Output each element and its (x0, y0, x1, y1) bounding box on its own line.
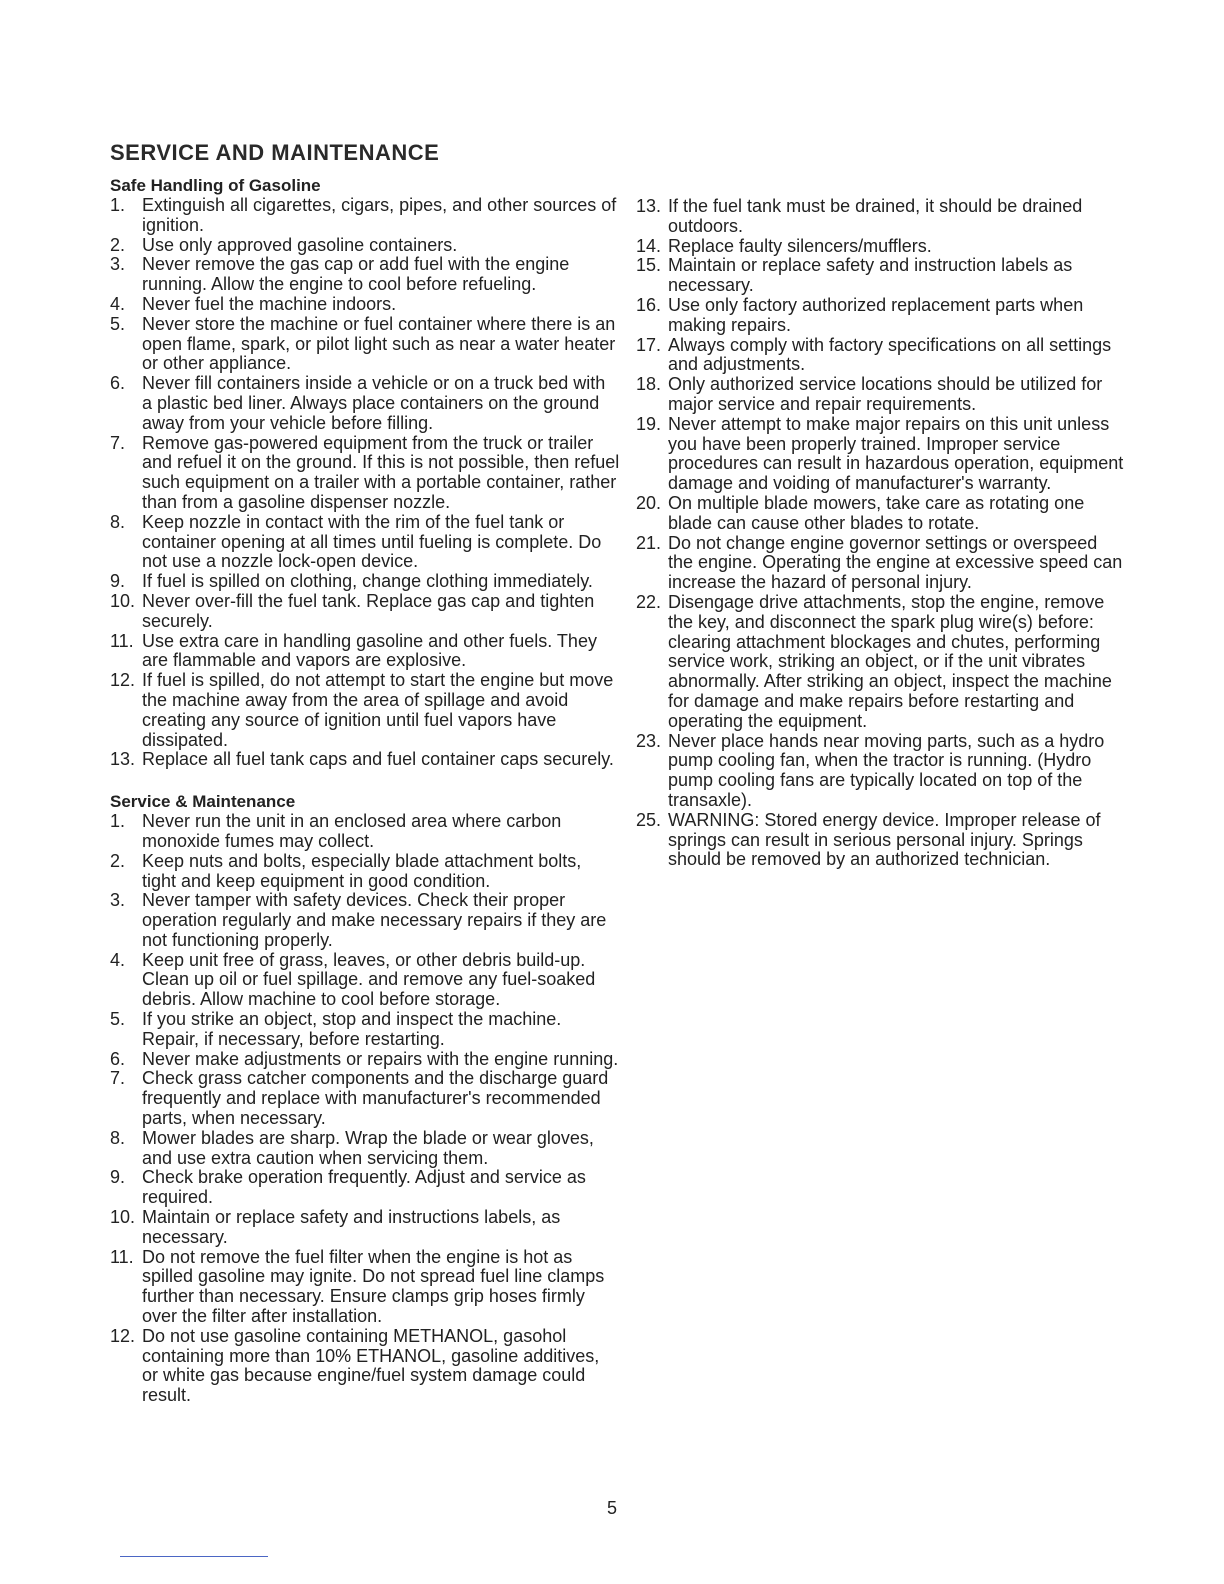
item-text: Maintain or replace safety and instruction labels as necessary. (668, 255, 1073, 296)
item-number: 9. (110, 1167, 126, 1188)
item-text: Never fill containers inside a vehicle or on a truck bed with a plastic bed liner. Always place containers on the ground away from your vehicle before filling. (142, 373, 606, 433)
list-item (636, 197, 1126, 237)
item-text: Remove gas-powered equipment from the truck or trailer and refuel it on the ground. If this is not possible, then refuel such equipment on a trailer with a portable container, rather than from a gasoline dispenser nozzle. (142, 432, 620, 512)
list-item (110, 374, 620, 433)
item-number: 2. (110, 850, 126, 871)
item-number: 7. (110, 1068, 126, 1089)
right-column (636, 197, 1126, 870)
list-item (636, 237, 1126, 257)
item-text: Never make adjustments or repairs with the engine running. (142, 1048, 619, 1069)
item-number: 9. (110, 571, 126, 592)
item-number: 23. (636, 730, 662, 751)
list-item (110, 1010, 620, 1050)
item-text: Do not remove the fuel filter when the engine is hot as spilled gasoline may ignite. Do not spread fuel line clamps further than necessary. Ensure clamps grip hoses firmly over the filter after installation. (142, 1246, 605, 1327)
list-item (110, 750, 620, 770)
item-text: Mower blades are sharp. Wrap the blade or wear gloves, and use extra caution when servicing them. (142, 1127, 594, 1168)
item-text: Maintain or replace safety and instructions labels, as necessary. (142, 1207, 561, 1247)
list-item (110, 592, 620, 632)
list-item (110, 1168, 620, 1208)
list-item (110, 315, 620, 374)
list-item (636, 534, 1126, 593)
item-text: Never place hands near moving parts, such as a hydro pump cooling fan, when the tractor is running. (Hydro pump cooling fans are typically located on top of the transaxle). (668, 730, 1105, 810)
list-item (110, 891, 620, 950)
list-item (636, 256, 1126, 296)
item-number: 11. (110, 1246, 134, 1267)
item-number: 19. (636, 413, 662, 434)
item-number: 13. (636, 196, 662, 216)
list-item (110, 572, 620, 592)
service-maintenance-list-part-1 (110, 812, 620, 1406)
item-number: 25. (636, 809, 662, 830)
list-item (110, 1129, 620, 1169)
service-maintenance-list-part-2 (636, 197, 1126, 870)
list-item (110, 1208, 620, 1248)
item-number: 12. (110, 670, 136, 691)
item-text: Do not use gasoline containing METHANOL, gasohol containing more than 10% ETHANOL, gasoline additives, or white gas because engine/fuel system damage could result. (142, 1325, 600, 1406)
item-number: 10. (110, 1207, 136, 1228)
item-text: WARNING: Stored energy device. Improper release of springs can result in serious personal injury. Springs should be removed by an authorized technician. (668, 809, 1101, 870)
item-text: Use extra care in handling gasoline and other fuels. They are flammable and vapors are explosive. (142, 630, 597, 671)
item-number: 3. (110, 890, 126, 911)
item-text: Never fuel the machine indoors. (142, 293, 397, 314)
item-number: 8. (110, 1127, 126, 1148)
item-number: 21. (636, 532, 662, 553)
item-number: 8. (110, 511, 126, 532)
list-item (636, 593, 1126, 732)
item-number: 2. (110, 234, 126, 255)
item-number: 18. (636, 374, 662, 395)
list-item (110, 1050, 620, 1070)
item-number: 3. (110, 254, 126, 275)
item-number: 4. (110, 949, 126, 970)
item-number: 11. (110, 630, 134, 651)
item-text: Never run the unit in an enclosed area where carbon monoxide fumes may collect. (142, 811, 562, 851)
left-column (110, 176, 620, 1406)
list-item (110, 1248, 620, 1327)
item-number: 16. (636, 294, 662, 315)
item-text: Use only approved gasoline containers. (142, 234, 458, 255)
item-text: Never tamper with safety devices. Check their proper operation regularly and make necessary repairs if they are not functioning properly. (142, 890, 607, 950)
item-number: 10. (110, 590, 136, 611)
page-title: SERVICE AND MAINTENANCE (110, 140, 440, 165)
item-text: Never store the machine or fuel container where there is an open flame, spark, or pilot light such as near a water heater or other appliance. (142, 313, 616, 374)
list-item (110, 1327, 620, 1406)
item-number: 12. (110, 1325, 136, 1346)
list-item (110, 434, 620, 513)
list-item (636, 732, 1126, 811)
item-text: Never attempt to make major repairs on this unit unless you have been properly trained. Improper service procedures can result in hazardous operation, equipment damage and voiding of manufacturer's warranty. (668, 413, 1124, 494)
section-heading-safe-handling: Safe Handling of Gasoline (110, 176, 321, 195)
list-item (636, 296, 1126, 336)
list-item (110, 812, 620, 852)
list-item (110, 513, 620, 572)
list-item (110, 255, 620, 295)
list-item (110, 632, 620, 672)
list-item (110, 951, 620, 1010)
list-item (110, 852, 620, 892)
item-text: Extinguish all cigarettes, cigars, pipes, and other sources of ignition. (142, 195, 617, 235)
item-text: If fuel is spilled on clothing, change clothing immediately. (142, 571, 593, 592)
page-number: 5 (606, 1498, 618, 1518)
item-text: Always comply with factory specifications on all settings and adjustments. (668, 334, 1112, 375)
item-text: Keep unit free of grass, leaves, or other debris build-up. Clean up oil or fuel spillage. and remove any fuel-soaked debris. Allow machine to cool before storage. (142, 949, 596, 1010)
item-text: Disengage drive attachments, stop the engine, remove the key, and disconnect the spark plug wire(s) before: clearing attachment blockages and chutes, performing service work, striking an object, or if the unit vibrates abnormally. After striking an object, inspect the machine for damage and make repairs before restarting and operating the equipment. (668, 591, 1112, 731)
list-item (636, 494, 1126, 534)
item-text: Only authorized service locations should be utilized for major service and repair requirements. (668, 374, 1103, 414)
list-item (110, 196, 620, 236)
item-text: If the fuel tank must be drained, it should be drained outdoors. (668, 196, 1083, 236)
list-item (636, 375, 1126, 415)
item-number: 13. (110, 749, 136, 770)
item-number: 5. (110, 1009, 126, 1030)
list-item (636, 811, 1126, 870)
item-number: 15. (636, 255, 662, 276)
item-text: If fuel is spilled, do not attempt to start the engine but move the machine away from the area of spillage and avoid creating any source of ignition until fuel vapors have dissipated. (142, 670, 614, 750)
item-text: Keep nozzle in contact with the rim of the fuel tank or container opening at all times until fueling is complete. Do not use a nozzle lock-open device. (142, 511, 602, 572)
list-item (636, 336, 1126, 376)
item-number: 1. (110, 811, 126, 832)
item-text: Never over-fill the fuel tank. Replace gas cap and tighten securely. (142, 590, 595, 631)
item-text: On multiple blade mowers, take care as rotating one blade can cause other blades to rotate. (668, 492, 1085, 533)
item-text: Replace faulty silencers/mufflers. (668, 235, 932, 256)
item-number: 6. (110, 1048, 126, 1069)
list-item (636, 415, 1126, 494)
item-text: Use only factory authorized replacement parts when making repairs. (668, 294, 1084, 335)
safe-handling-list (110, 196, 620, 770)
item-number: 14. (636, 235, 662, 256)
item-text: If you strike an object, stop and inspect the machine. Repair, if necessary, before restarting. (142, 1009, 562, 1049)
list-item (110, 295, 620, 315)
item-number: 22. (636, 591, 662, 612)
list-item (110, 671, 620, 750)
list-item (110, 1069, 620, 1128)
item-number: 1. (110, 195, 126, 215)
item-number: 6. (110, 373, 126, 394)
item-text: Never remove the gas cap or add fuel with the engine running. Allow the engine to cool before refueling. (142, 254, 570, 295)
item-number: 7. (110, 432, 126, 453)
item-text: Check grass catcher components and the discharge guard frequently and replace with manufacturer's recommended parts, when necessary. (142, 1068, 609, 1129)
item-text: Keep nuts and bolts, especially blade attachment bolts, tight and keep equipment in good condition. (142, 850, 582, 891)
item-text: Do not change engine governor settings or overspeed the engine. Operating the engine at excessive speed can increase the hazard of personal injury. (668, 532, 1123, 593)
item-number: 5. (110, 313, 126, 334)
item-number: 4. (110, 293, 126, 314)
section-heading-service-maintenance: Service & Maintenance (110, 792, 296, 812)
section-spacer (110, 770, 620, 792)
item-number: 17. (636, 334, 662, 355)
item-text: Check brake operation frequently. Adjust and service as required. (142, 1167, 586, 1208)
list-item (110, 236, 620, 256)
item-text: Replace all fuel tank caps and fuel container caps securely. (142, 749, 614, 770)
item-number: 20. (636, 492, 662, 513)
footer-divider (120, 1556, 268, 1557)
